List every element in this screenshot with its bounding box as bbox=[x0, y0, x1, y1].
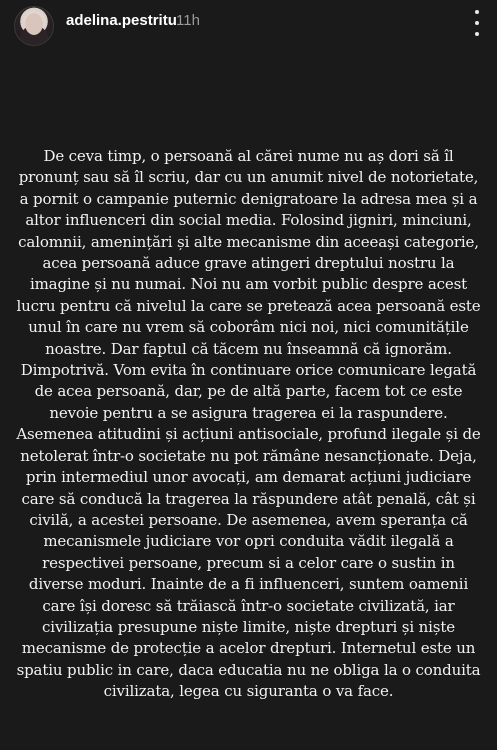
username[interactable]: adelina.pestritu bbox=[66, 12, 177, 29]
dot bbox=[475, 21, 479, 25]
post-time: 11h bbox=[176, 12, 200, 29]
profile-avatar[interactable] bbox=[14, 6, 54, 46]
story-text: De ceva timp, o persoană al cărei nume nu aș dori să îl pronunț sau să îl scriu, dar cu un anumit nivel de notorietate, a pornit o campanie puternic denigratoare la adresa mea și a altor influenceri din social media. Folosind jigniri, minciuni, calomnii, amenințări și alte mecanisme din aceeași categorie, acea persoană aduce grave atingeri dreptului nostru la imagine și nu numai. Noi nu am vorbit public despre acest lucru pentru că nivelul la care se pretează acea persoană este unul în care nu vrem să coborâm nici noi, nici comunitățile noastre. Dar faptul că tăcem nu înseamnă că ignorăm. Dimpotrivă. Vom evita în continuare orice comunicare legată de acea persoană, dar, pe de altă parte, facem tot ce este nevoie pentru a se asigura tragerea ei la raspundere. Asemenea atitudini și acțiuni antisociale, profund ilegale și de netolerat într-o societate nu pot rămâne nesancționate. Deja, prin intermediul unor avocați, am demarat acțiuni judiciare care să conducă la tragerea la răspundere atât penală, cât și civilă, a acestei persoane. De asemenea, avem speranța că mecanismele judiciare vor opri conduita vădit ilegală a respectivei persoane, precum si a celor care o sustin in diverse moduri. Inainte de a fi influenceri, suntem oamenii care își doresc să trăiască într-o societate civilizată, iar civilizația presupune niște limite, niște drepturi și niște mecanisme de protecție a acelor drepturi. Internetul este un spatiu public in care, daca educatia nu ne obliga la o conduita civilizata, legea cu siguranta o va face. bbox=[16, 147, 481, 701]
dot bbox=[475, 32, 479, 36]
dot bbox=[475, 10, 479, 14]
more-vertical-icon[interactable] bbox=[471, 10, 483, 36]
story-header bbox=[0, 0, 497, 48]
